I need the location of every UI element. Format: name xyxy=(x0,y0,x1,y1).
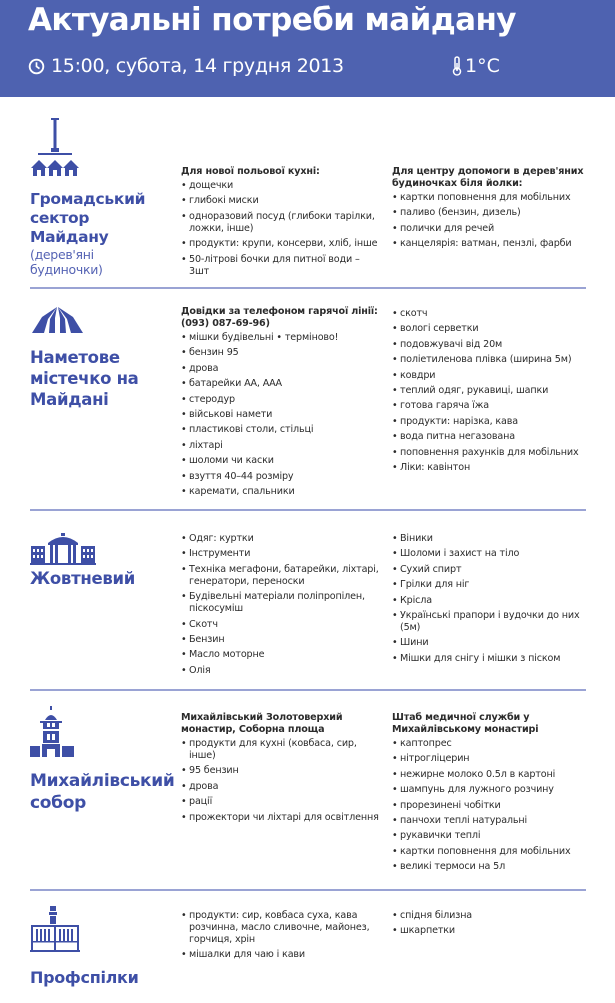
section-mykhailivskyi-sobor xyxy=(30,706,586,871)
column-heading: Довідки за телефоном гарячої лінії: (093) 087-69-96) xyxy=(181,306,378,329)
list-item: • пластикові столи, стільці xyxy=(181,424,381,436)
houses-monument-icon xyxy=(30,118,170,180)
list-item: • Бензин xyxy=(181,634,381,646)
list-item: • Техніка мегафони, батарейки, ліхтарі, генератори, переноски xyxy=(181,564,381,588)
list-item: • теплий одяг, рукавиці, шапки xyxy=(392,385,592,397)
list-item: • Крісла xyxy=(392,595,592,607)
list-item: • прорезинені чобітки xyxy=(392,800,592,812)
section-name: Громадський сектор Майдану xyxy=(30,190,146,246)
list-item: • дрова xyxy=(181,363,381,375)
section-divider xyxy=(30,287,586,289)
section-nametove-mistechko xyxy=(30,305,586,500)
section-name: Профспілки xyxy=(30,968,139,987)
list-item: • Скотч xyxy=(181,619,381,631)
list-item: • вологі серветки xyxy=(392,323,592,335)
temperature xyxy=(452,55,500,77)
list-item: • поліетиленова плівка (ширина 5м) xyxy=(392,354,592,366)
list-item: • Будівельні матеріали поліпропілен, піскосуміш xyxy=(181,591,381,615)
needs-column-1 xyxy=(181,166,381,281)
list-item: • мішки будівельні • терміново! xyxy=(181,332,381,344)
list-item: • глибокі миски xyxy=(181,195,381,207)
list-item: • шкарпетки xyxy=(392,925,592,937)
list-item: • дрова xyxy=(181,781,381,793)
page-title: Актуальні потреби майдану xyxy=(28,2,516,38)
list-item: • панчохи теплі натуральні xyxy=(392,815,592,827)
section-name: Жовтневий xyxy=(30,569,135,588)
list-item: • каремати, спальники xyxy=(181,486,381,498)
needs-column-2 xyxy=(392,712,592,877)
list-item: • Віники xyxy=(392,533,592,545)
list-item: • бензин 95 xyxy=(181,347,381,359)
list-item: • Інструменти xyxy=(181,548,381,560)
list-item: • скотч xyxy=(392,308,592,320)
section-divider xyxy=(30,889,586,891)
list-item: • каптопрес xyxy=(392,738,592,750)
list-item: • продукти для кухні (ковбаса, сир, інше) xyxy=(181,738,381,762)
list-item: • великі термоси на 5л xyxy=(392,861,592,873)
list-item: • полички для речей xyxy=(392,223,592,235)
list-item: • продукти: сир, ковбаса суха, кава розчинна, масло сливочне, майонез, горчиця, хрін xyxy=(181,910,381,946)
section-name: Наметове містечко на Майдані xyxy=(30,348,139,409)
list-item: • військові намети xyxy=(181,409,381,421)
list-item: • Масло моторне xyxy=(181,649,381,661)
section-subtitle: (дерев'яні будиночки) xyxy=(30,247,103,277)
list-item: • вода питна негазована xyxy=(392,431,592,443)
column-heading: Михайлівський Золотоверхий монастир, Соборна площа xyxy=(181,712,343,735)
list-item: • картки поповнення для мобільних xyxy=(392,192,592,204)
datetime-text: 15:00, субота, 14 грудня 2013 xyxy=(51,55,344,77)
temperature-text: 1°C xyxy=(465,55,500,77)
list-item: • паливо (бензин, дизель) xyxy=(392,207,592,219)
list-item: • 50-літрові бочки для питної води – 3шт xyxy=(181,254,381,278)
list-item: • Шоломи і захист на тіло xyxy=(392,548,592,560)
thermometer-icon xyxy=(452,56,462,76)
list-item: • Мішки для снігу і мішки з піском xyxy=(392,653,592,665)
list-item: • Одяг: куртки xyxy=(181,533,381,545)
list-item: • продукти: нарізка, кава xyxy=(392,416,592,428)
list-item: • Ліки: кавінтон xyxy=(392,462,592,474)
list-item: • мішалки для чаю і кави xyxy=(181,949,381,961)
list-item: • Грілки для ніг xyxy=(392,579,592,591)
list-item: • нітрогліцерин xyxy=(392,753,592,765)
trade-union-building-icon xyxy=(30,906,170,952)
tent-icon xyxy=(30,305,170,335)
list-item: • продукти: крупи, консерви, хліб, інше xyxy=(181,238,381,250)
needs-column-1 xyxy=(181,306,381,501)
list-item: • Сухий спирт xyxy=(392,564,592,576)
list-item: • поповнення рахунків для мобільних xyxy=(392,447,592,459)
needs-column-2 xyxy=(392,166,592,254)
list-item: • шоломи чи каски xyxy=(181,455,381,467)
datetime-line xyxy=(28,55,344,77)
column-heading: Для центру допомоги в дерев'яних будиночках біля йолки: xyxy=(392,166,584,189)
needs-column-2 xyxy=(392,533,592,668)
section-hromadskyi-sektor xyxy=(30,118,586,283)
list-item: • нежирне молоко 0.5л в картоні xyxy=(392,769,592,781)
section-profspilky xyxy=(30,906,586,1003)
section-zhovtnevyi xyxy=(30,533,586,678)
clock-icon xyxy=(28,58,45,75)
list-item: • ковдри xyxy=(392,370,592,382)
section-divider xyxy=(30,689,586,691)
list-item: • подовжувачі від 20м xyxy=(392,339,592,351)
list-item: • рації xyxy=(181,796,381,808)
list-item: • спідня білизна xyxy=(392,910,592,922)
needs-column-1 xyxy=(181,910,381,965)
list-item: • прожектори чи ліхтарі для освітлення xyxy=(181,812,381,824)
list-item: • Українські прапори і вудочки до них (5м) xyxy=(392,610,592,634)
column-heading: Штаб медичної служби у Михайлівському монастирі xyxy=(392,712,539,735)
list-item: • рукавички теплі xyxy=(392,830,592,842)
list-item: • батарейки АА, ААА xyxy=(181,378,381,390)
section-name: Михайлівський собор xyxy=(30,771,175,813)
list-item: • готова гаряча їжа xyxy=(392,400,592,412)
needs-column-1 xyxy=(181,533,381,680)
list-item: • стеродур xyxy=(181,394,381,406)
list-item: • взуття 40–44 розміру xyxy=(181,471,381,483)
list-item: • Олія xyxy=(181,665,381,677)
list-item: • шампунь для лужного розчину xyxy=(392,784,592,796)
needs-column-1 xyxy=(181,712,381,827)
list-item: • канцелярія: ватман, пензлі, фарби xyxy=(392,238,592,250)
building-columns-icon xyxy=(30,533,170,565)
list-item: • картки поповнення для мобільних xyxy=(392,846,592,858)
needs-column-2 xyxy=(392,308,592,477)
page-header xyxy=(0,0,615,97)
list-item: • дощечки xyxy=(181,180,381,192)
list-item: • 95 бензин xyxy=(181,765,381,777)
needs-column-2 xyxy=(392,910,592,941)
column-heading: Для нової польової кухні: xyxy=(181,166,320,177)
cathedral-icon xyxy=(30,706,170,758)
list-item: • одноразовий посуд (глибоки тарілки, ложки, інше) xyxy=(181,211,381,235)
section-divider xyxy=(30,509,586,511)
list-item: • ліхтарі xyxy=(181,440,381,452)
list-item: • Шини xyxy=(392,637,592,649)
